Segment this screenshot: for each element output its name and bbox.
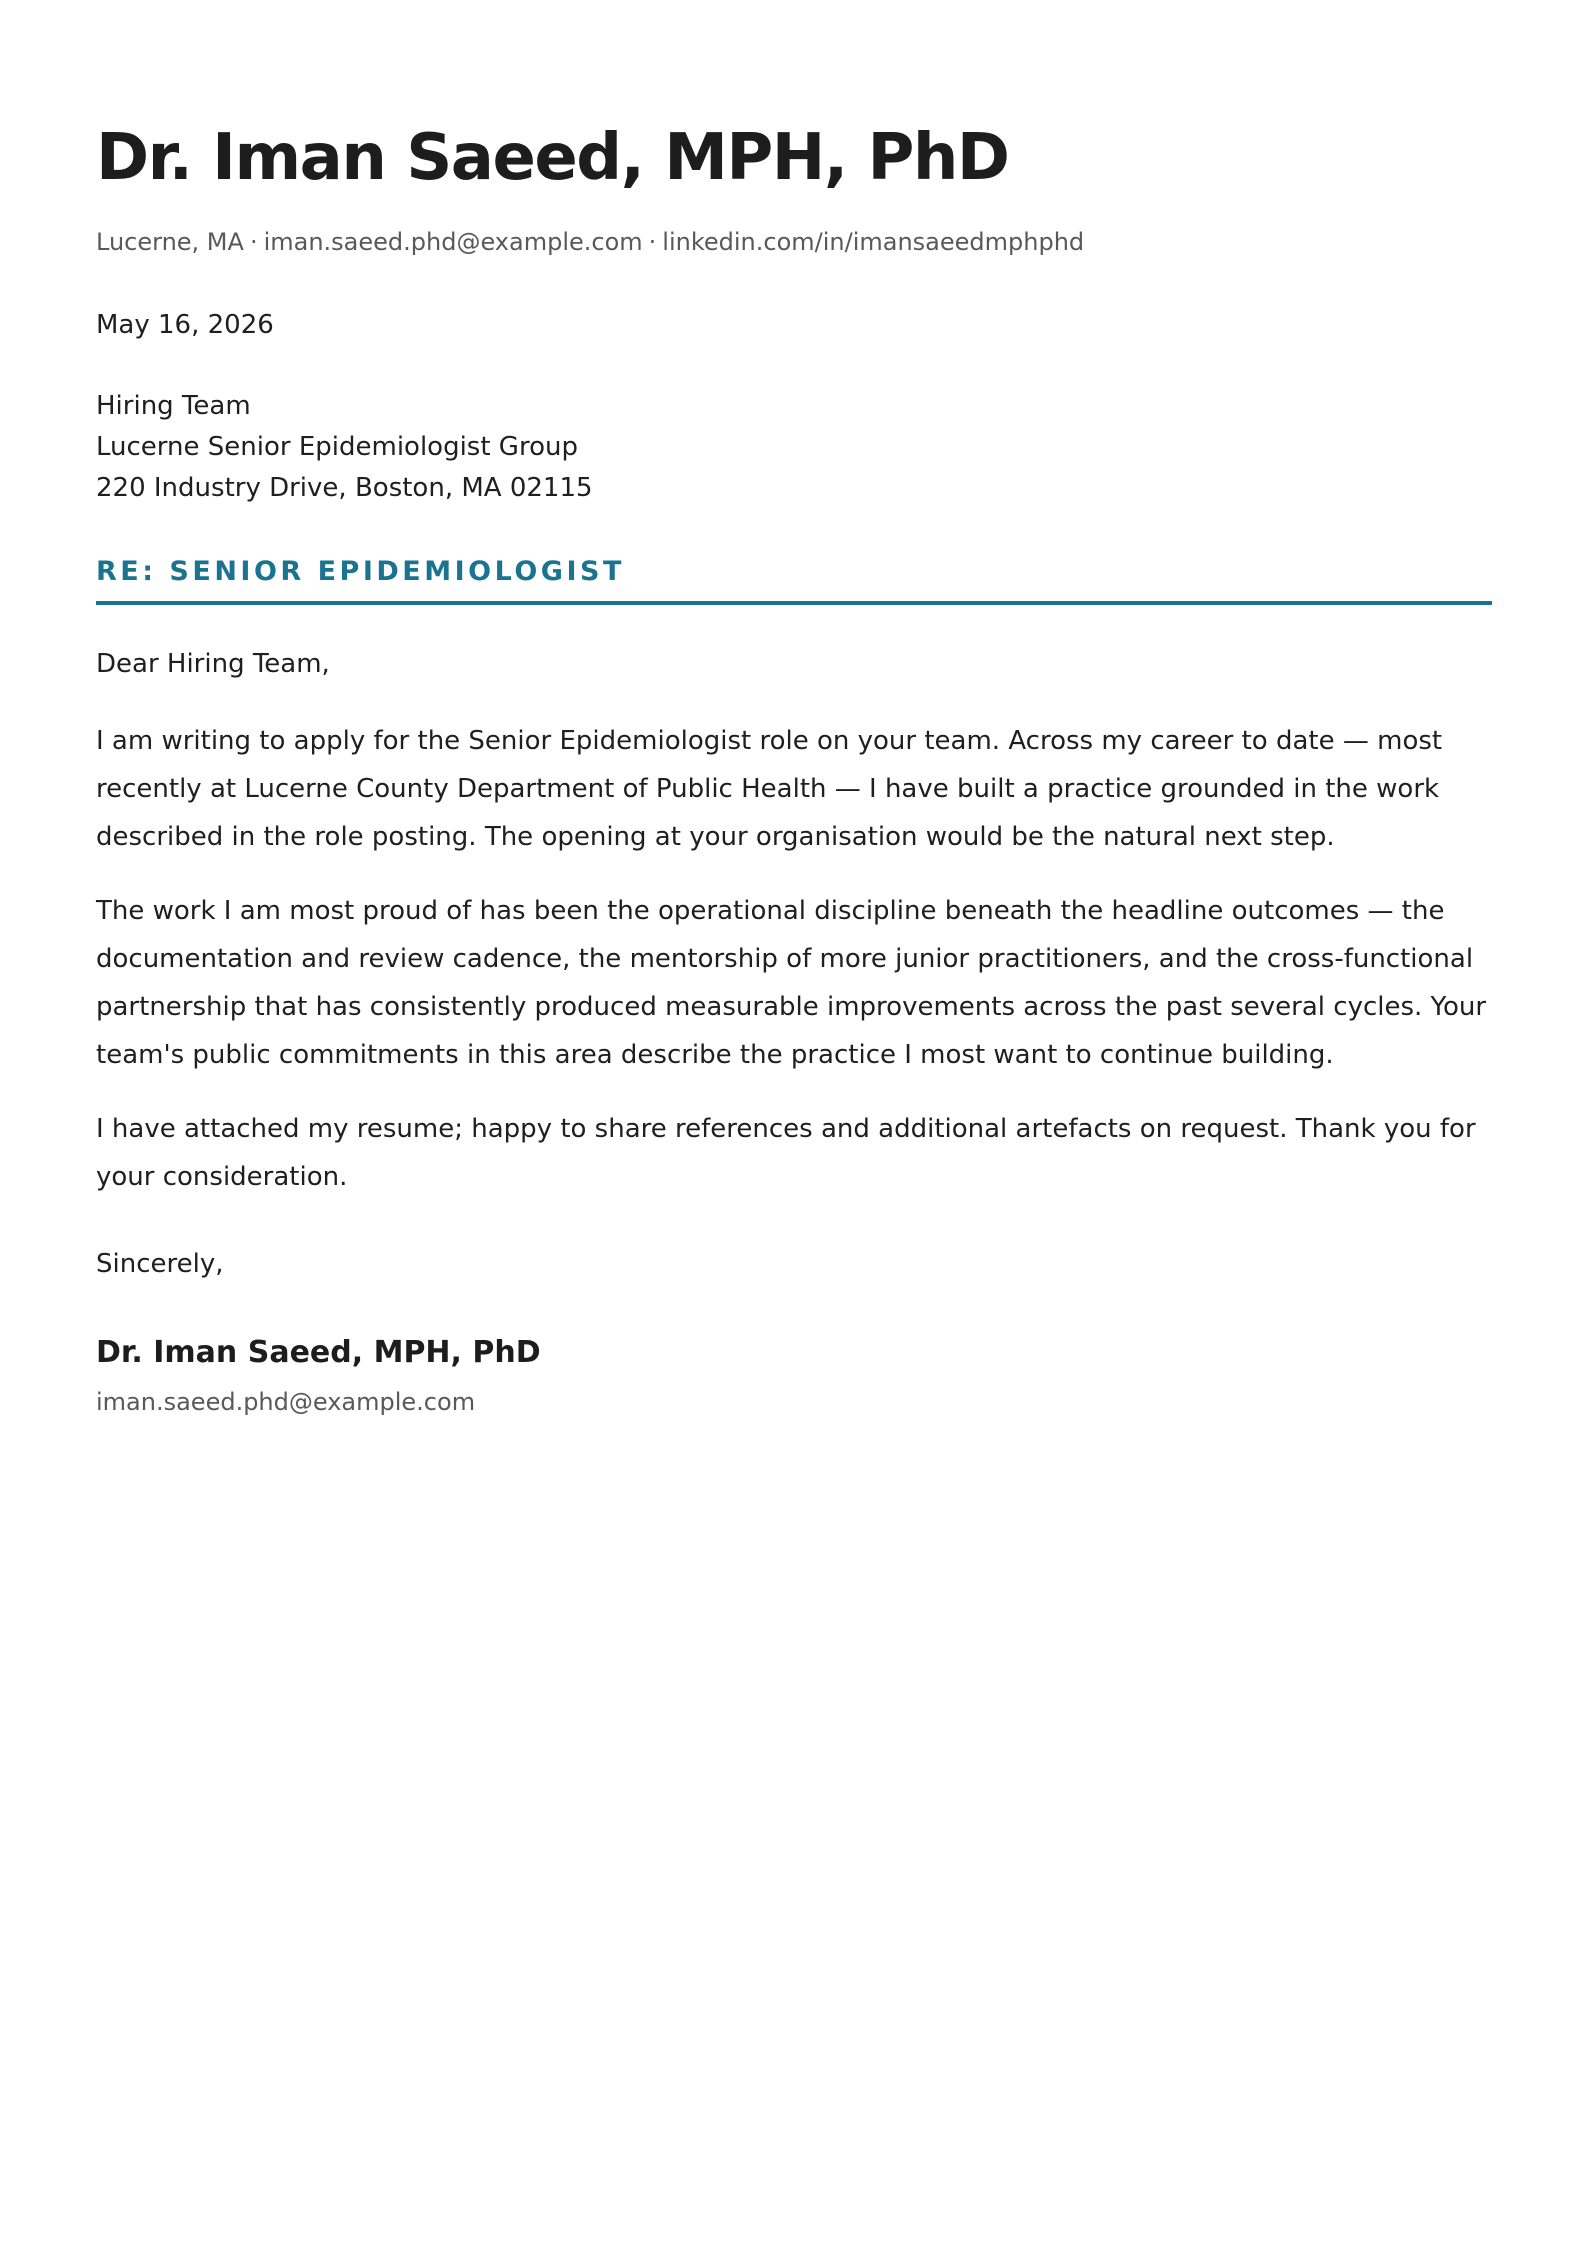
recipient-line: 220 Industry Drive, Boston, MA 02115 — [96, 473, 593, 503]
sender-linkedin-link[interactable]: linkedin.com/in/imansaeedmphphd — [662, 228, 1085, 256]
letter-date: May 16, 2026 — [96, 310, 274, 340]
signature-name: Dr. Iman Saeed, MPH, PhD — [96, 1335, 541, 1370]
body-paragraph: The work I am most proud of has been the operational discipline beneath the headline outcomes — the documentation and review cadence, the mentorship of more junior practitioners, and the cross-functional partnership that has consistently produced measurable improvements across the past several cycles. Your team's public commitments in this area describe the practice I most want to continue building. — [96, 896, 1487, 1070]
contact-separator: · — [648, 228, 657, 256]
recipient-block — [96, 386, 1492, 509]
recipient-line: Hiring Team — [96, 391, 251, 421]
sender-location: Lucerne, MA — [96, 228, 244, 256]
recipient-line: Lucerne Senior Epidemiologist Group — [96, 432, 578, 462]
contact-line — [96, 226, 1492, 258]
signature-email[interactable]: iman.saeed.phd@example.com — [96, 1388, 476, 1416]
body-paragraph: I am writing to apply for the Senior Epidemiologist role on your team. Across my career to date — most recently at Lucerne County Department of Public Health — I have built a practice grounded in the work described in the role posting. The opening at your organisation would be the natural next step. — [96, 726, 1443, 852]
sender-email-link[interactable]: iman.saeed.phd@example.com — [263, 228, 643, 256]
closing: Sincerely, — [96, 1249, 224, 1279]
sender-name: Dr. Iman Saeed, MPH, PhD — [96, 121, 1009, 195]
body-paragraph: I have attached my resume; happy to share references and additional artefacts on request. Thank you for your consideration. — [96, 1114, 1476, 1192]
salutation: Dear Hiring Team, — [96, 649, 330, 679]
contact-separator: · — [249, 228, 258, 256]
subject-heading: RE: SENIOR EPIDEMIOLOGIST — [96, 555, 1492, 605]
